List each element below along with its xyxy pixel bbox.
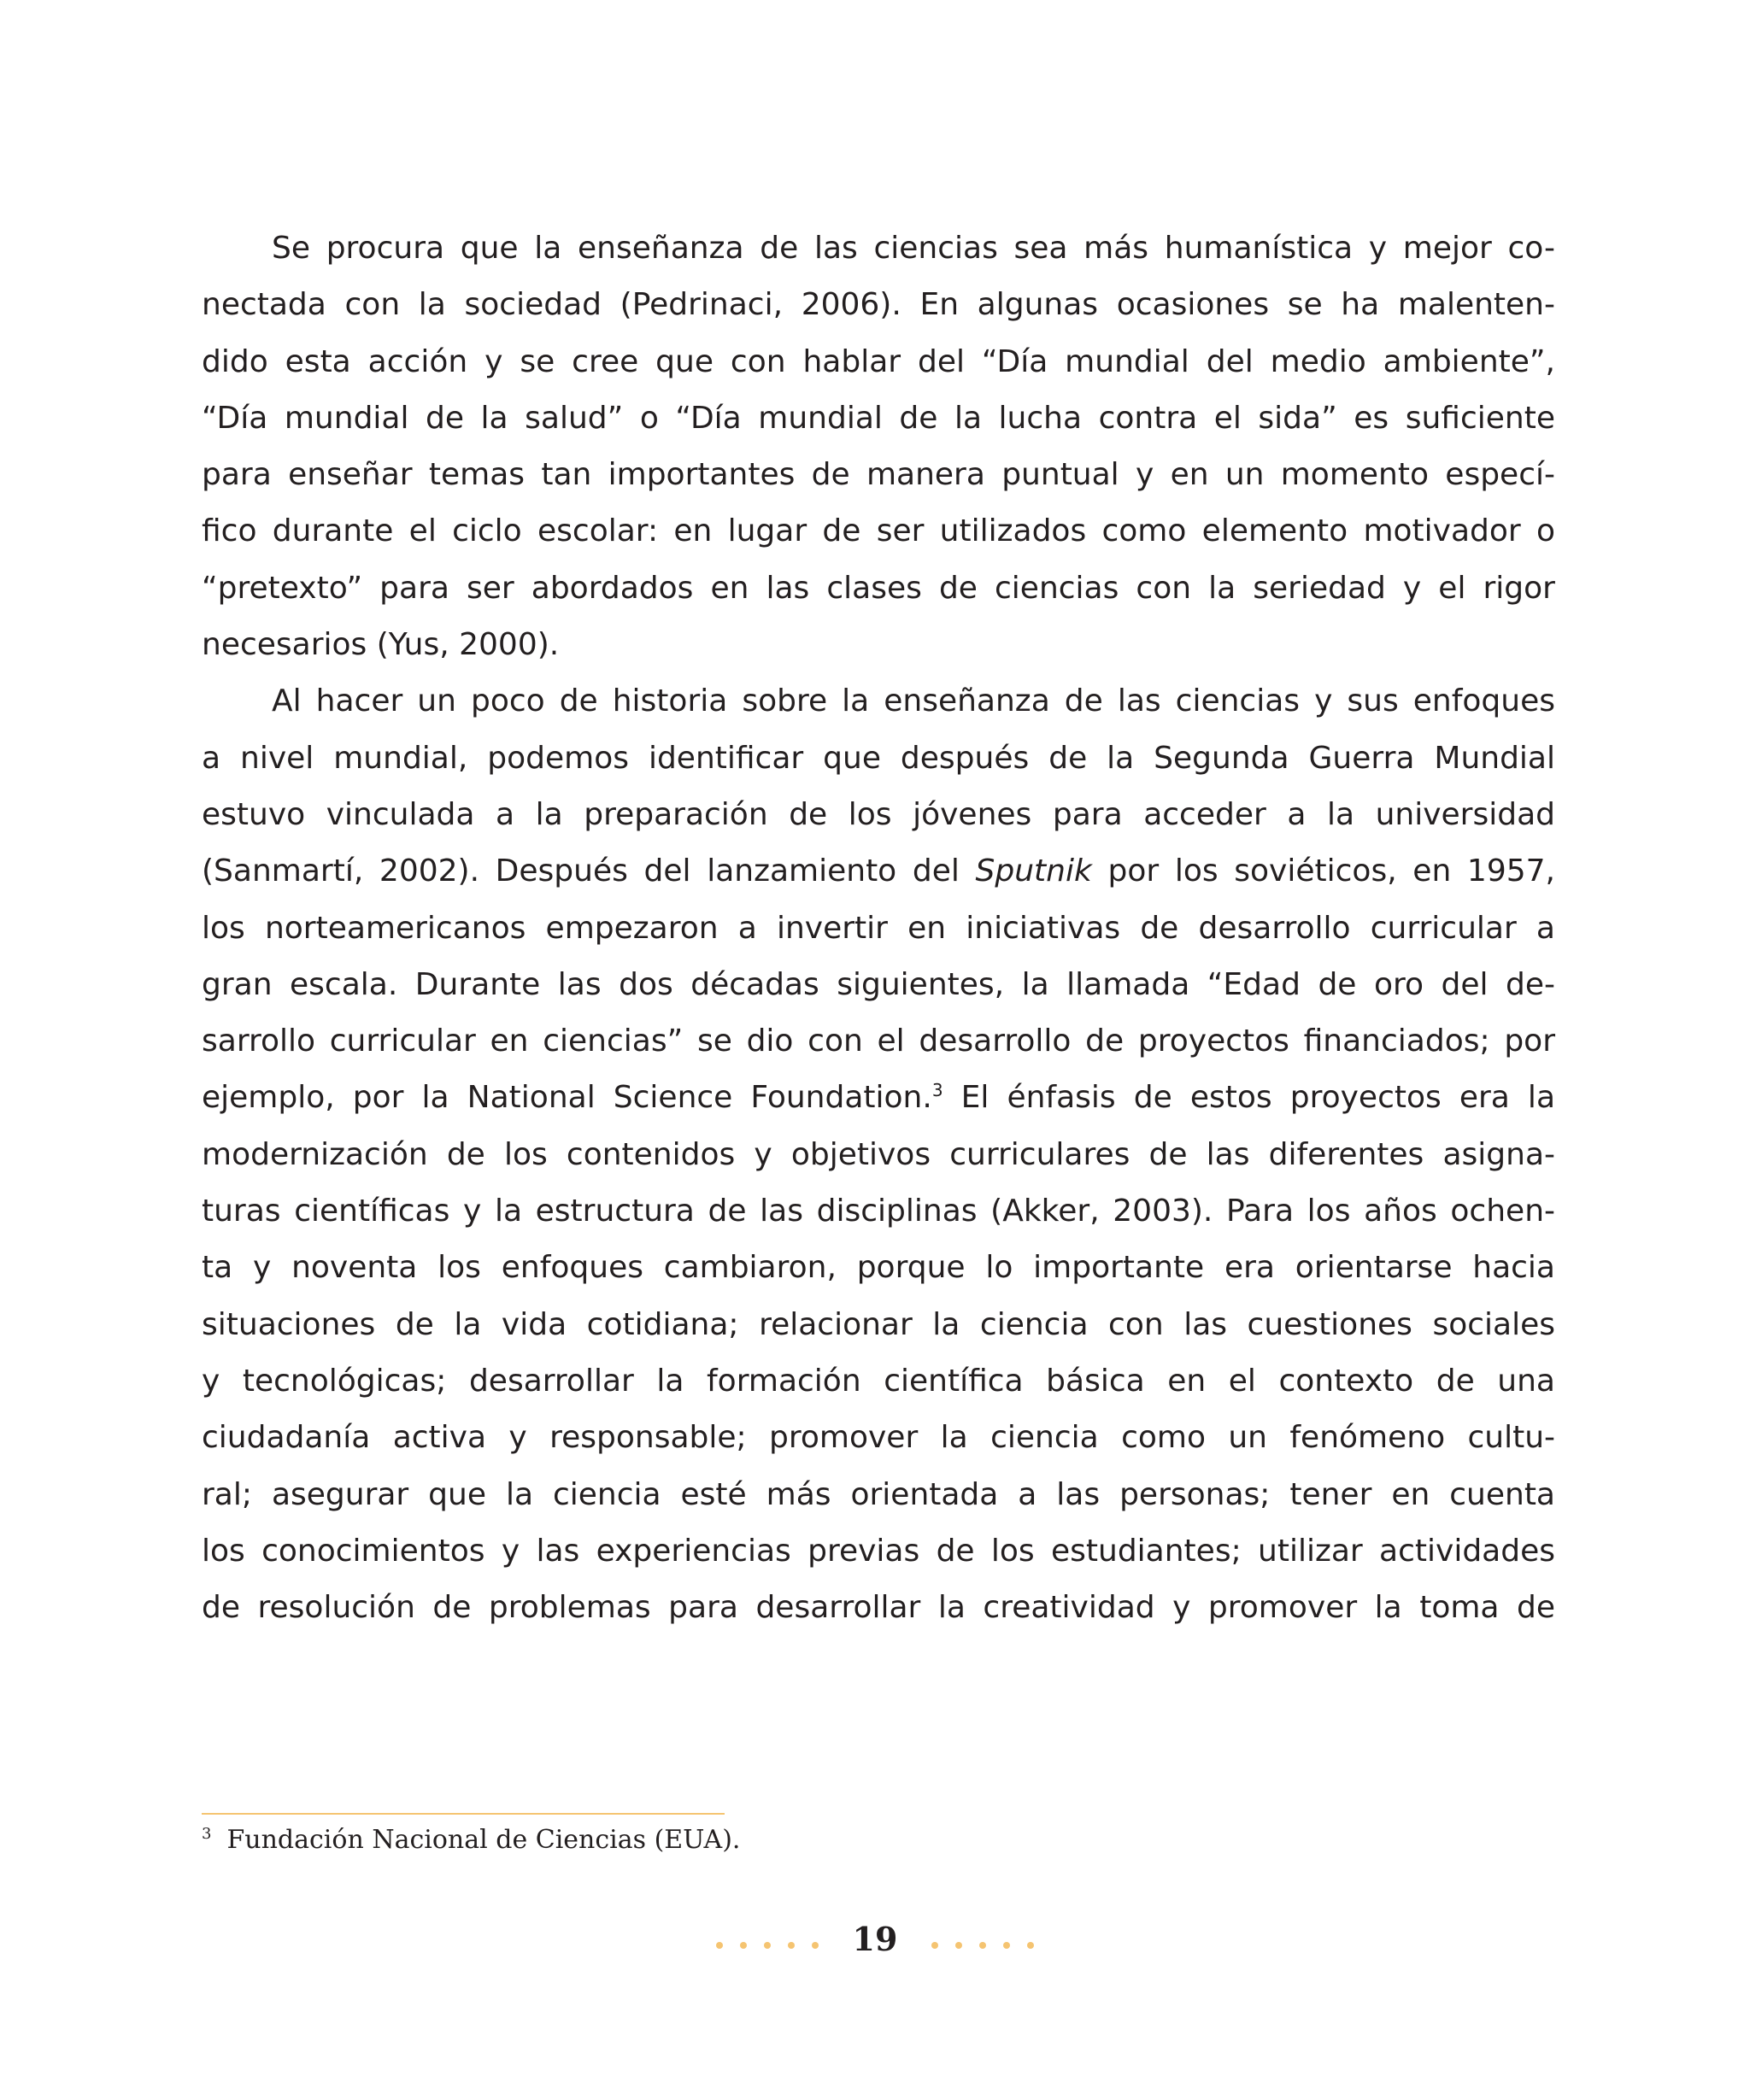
line-text: por los soviéticos, en 1957, [1091, 853, 1555, 889]
paragraph-line: necesarios (Yus, 2000). [202, 627, 560, 663]
paragraph-line: situaciones de la vida cotidiana; relacionar la ciencia con las cuestiones sociales [202, 1306, 1555, 1342]
footnote-mark: 3 [202, 1825, 212, 1843]
line-text: ejemplo, por la National Science Foundation. [202, 1080, 932, 1116]
paragraph-line: gran escala. Durante las dos décadas siguientes, la llamada “Edad de oro del de- [202, 966, 1555, 1002]
dot-icon [931, 1942, 938, 1949]
paragraph-line: “pretexto” para ser abordados en las clases de ciencias con la seriedad y el rigor [202, 570, 1555, 606]
dot-icon [716, 1942, 723, 1949]
dot-icon [788, 1942, 795, 1949]
paragraph-line: los norteamericanos empezaron a invertir en iniciativas de desarrollo curricular a [202, 910, 1555, 946]
page-footer [0, 1914, 1750, 1968]
italic-term: Sputnik [975, 853, 1092, 889]
footnote [202, 1821, 740, 1859]
paragraph-line: dido esta acción y se cree que con hablar del “Día mundial del medio ambiente”, [202, 343, 1555, 379]
paragraph-line: fico durante el ciclo escolar: en lugar de ser utilizados como elemento motivador o [202, 513, 1555, 549]
dot-icon [955, 1942, 962, 1949]
paragraph-line: estuvo vinculada a la preparación de los jóvenes para acceder a la universidad [202, 796, 1555, 832]
paragraph-line: sarrollo curricular en ciencias” se dio con el desarrollo de proyectos financiados; por [202, 1024, 1555, 1059]
dot-icon [1027, 1942, 1034, 1949]
paragraph-line [202, 843, 1555, 900]
paragraph-line: nectada con la sociedad (Pedrinaci, 2006). En algunas ocasiones se ha malenten- [202, 287, 1555, 323]
paragraph-line: ral; asegurar que la ciencia esté más orientada a las personas; tener en cuenta [202, 1476, 1555, 1512]
paragraph-line: de resolución de problemas para desarrollar la creatividad y promover la toma de [202, 1590, 1555, 1626]
line-text: El énfasis de estos proyectos era la [943, 1080, 1555, 1116]
dot-icon [812, 1942, 819, 1949]
dot-icon [1003, 1942, 1010, 1949]
paragraph-line: los conocimientos y las experiencias previas de los estudiantes; utilizar actividades [202, 1533, 1555, 1569]
page-number: 19 [852, 1920, 898, 1958]
footnote-divider [202, 1813, 725, 1815]
paragraph-line: modernización de los contenidos y objetivos curriculares de las diferentes asigna- [202, 1136, 1555, 1172]
dot-icon [979, 1942, 986, 1949]
paragraph-line: ciudadanía activa y responsable; promover la ciencia como un fenómeno cultu- [202, 1420, 1555, 1456]
paragraph-line: y tecnológicas; desarrollar la formación científica básica en el contexto de una [202, 1363, 1555, 1399]
paragraph-line [202, 1070, 1555, 1126]
paragraph-line: Al hacer un poco de historia sobre la enseñanza de las ciencias y sus enfoques [272, 683, 1555, 719]
paragraph-line: para enseñar temas tan importantes de manera puntual y en un momento especí- [202, 457, 1555, 493]
footnote-reference[interactable]: 3 [931, 1080, 943, 1101]
paragraph-line: “Día mundial de la salud” o “Día mundial de la lucha contra el sida” es suficiente [202, 400, 1555, 436]
body-text [202, 220, 1555, 1636]
paragraph-line: turas científicas y la estructura de las disciplinas (Akker, 2003). Para los años ochen- [202, 1194, 1555, 1229]
dots-ornament-right [923, 1917, 1042, 1968]
paragraph-line: a nivel mundial, podemos identificar que después de la Segunda Guerra Mundial [202, 740, 1555, 776]
line-text: (Sanmartí, 2002). Después del lanzamiento del [202, 853, 976, 889]
dot-icon [740, 1942, 747, 1949]
dot-icon [764, 1942, 771, 1949]
paragraph-line: ta y noventa los enfoques cambiaron, porque lo importante era orientarse hacia [202, 1250, 1555, 1286]
dots-ornament-left [708, 1917, 827, 1968]
footnote-text: Fundación Nacional de Ciencias (EUA). [226, 1825, 741, 1855]
paragraph-line: Se procura que la enseñanza de las ciencias sea más humanística y mejor co- [272, 231, 1555, 266]
